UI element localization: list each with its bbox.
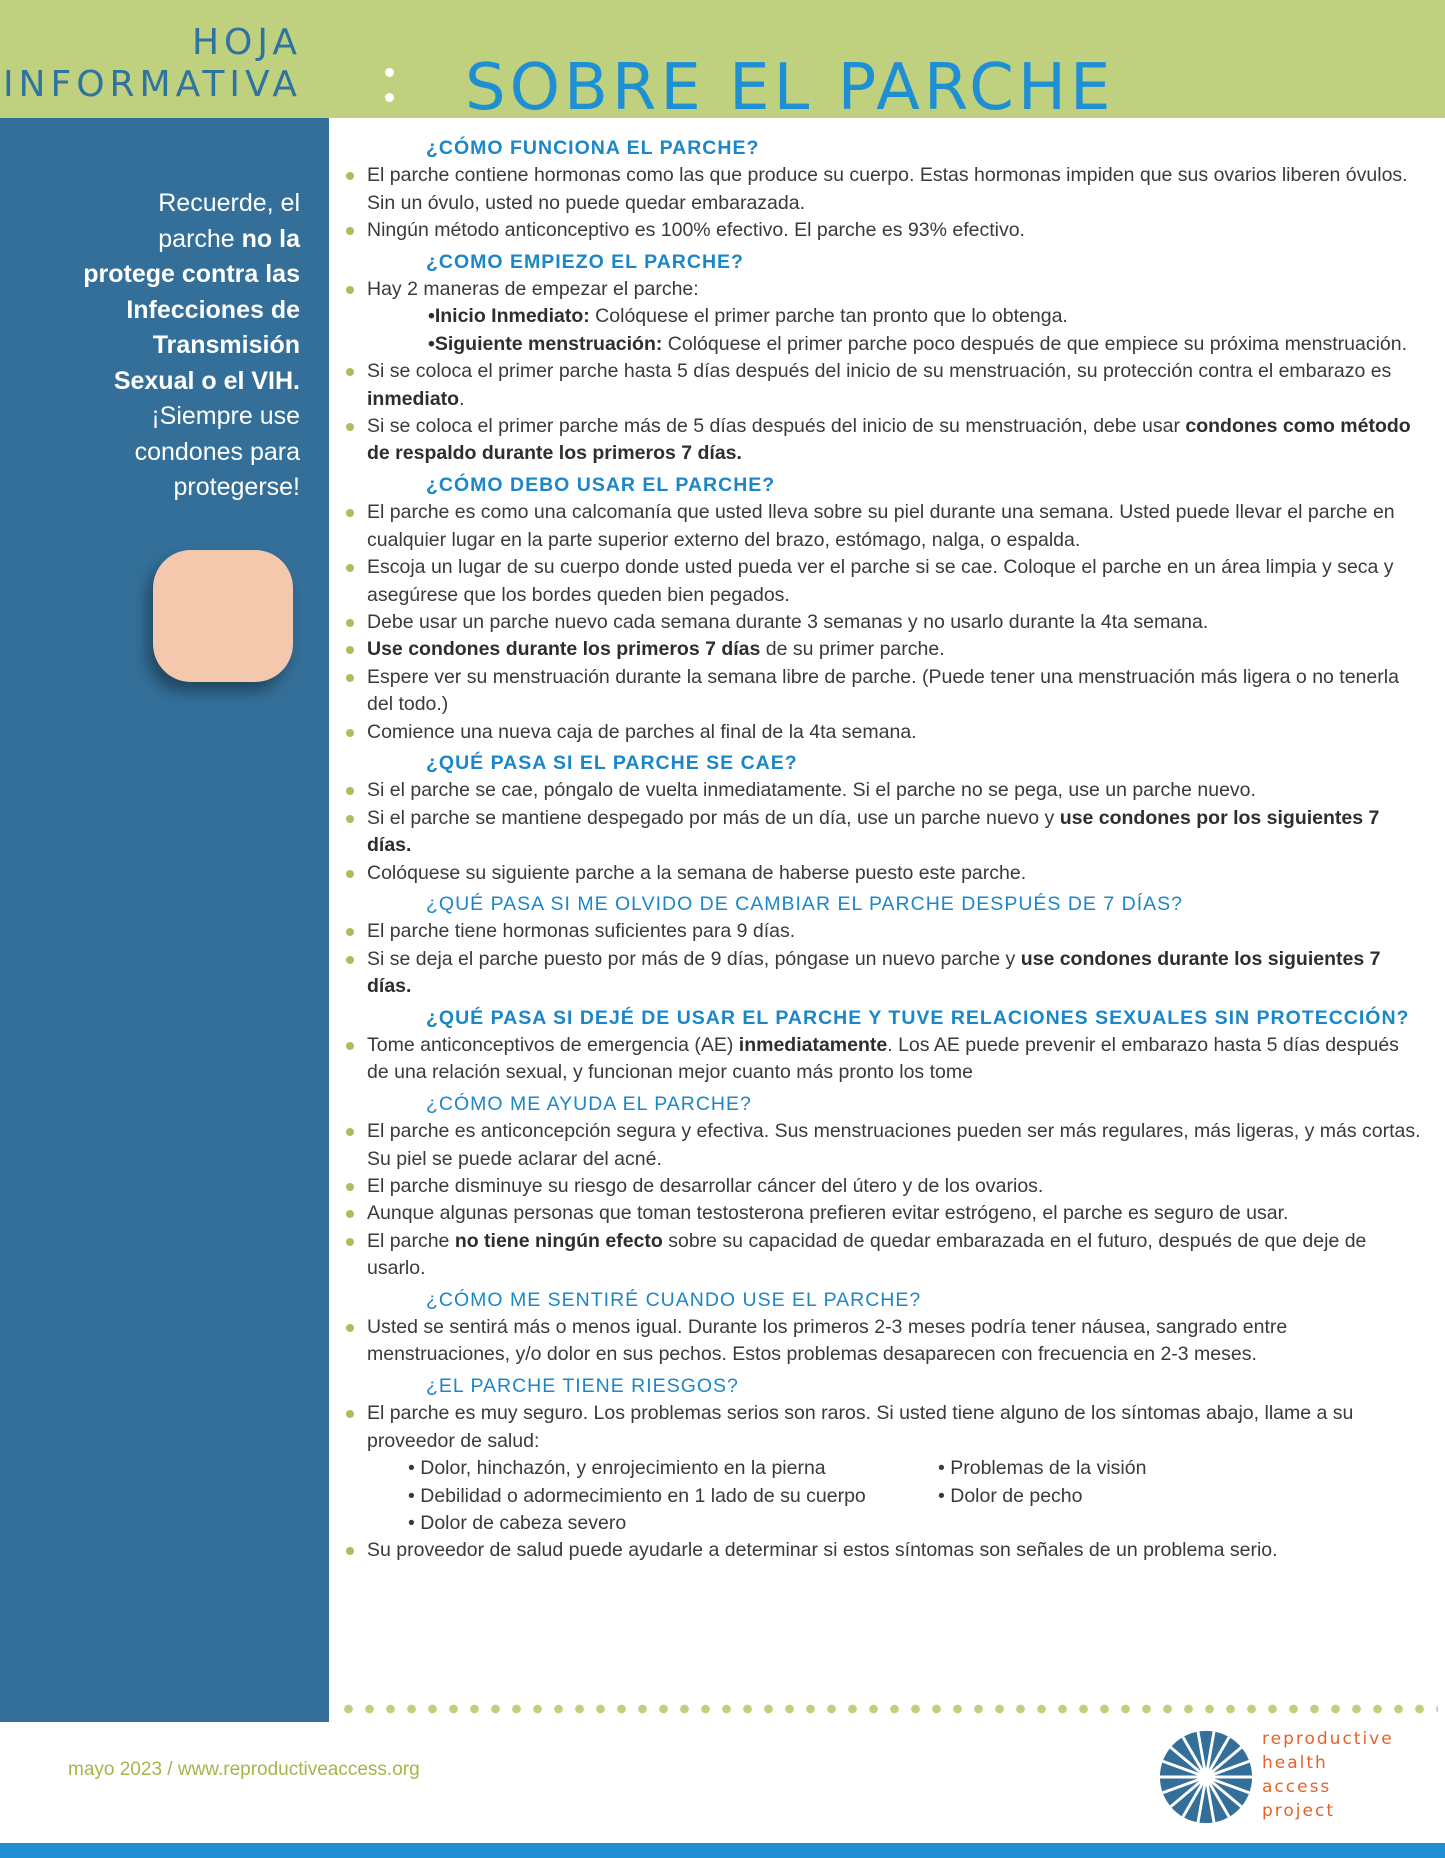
section-heading: ¿EL PARCHE TIENE RIESGOS? <box>426 1374 739 1397</box>
list-item: Tome anticonceptivos de emergencia (AE) inmediatamente. Los AE puede prevenir el embarazo hasta 5 días después de una relación sexual, y funcionan mejor cuanto más pronto los tome <box>343 1032 1423 1087</box>
section-heading: ¿QUÉ PASA SI ME OLVIDO DE CAMBIAR EL PARCHE DESPUÉS DE 7 DÍAS? <box>426 892 1183 915</box>
section-falls-off <box>343 750 1423 887</box>
symptom-item: • Dolor de pecho <box>938 1484 1083 1507</box>
symptom-item: • Dolor, hinchazón, y enrojecimiento en la pierna <box>408 1457 826 1480</box>
list-item: Si el parche se mantiene despegado por más de un día, use un parche nuevo y use condones por los siguientes 7 días. <box>343 805 1423 860</box>
logo-wordmark: reproductive health access project <box>1262 1729 1394 1821</box>
section-how-will-i-feel <box>343 1287 1423 1369</box>
sub-item: •Siguiente menstruación: Colóquese el primer parche poco después de que empiece su próxima menstruación. <box>428 332 1408 355</box>
section-forgot-change <box>343 891 1423 1001</box>
sidebar-reminder: Recuerde, el parche no la protege contra las Infecciones de Transmisión Sexual o el VIH. ¡Siempre use condones para protegerse! <box>83 189 300 501</box>
list-item: Debe usar un parche nuevo cada semana durante 3 semanas y no usarlo durante la 4ta semana. <box>343 609 1423 636</box>
section-heading: ¿CÓMO ME SENTIRÉ CUANDO USE EL PARCHE? <box>426 1288 922 1311</box>
rhap-logo-icon <box>1158 1729 1254 1825</box>
list-item: Colóquese su siguiente parche a la semana de haberse puesto este parche. <box>343 860 1423 887</box>
list-item: Si el parche se cae, póngalo de vuelta inmediatamente. Si el parche no se pega, use un parche nuevo. <box>343 777 1423 804</box>
list-item: Comience una nueva caja de parches al final de la 4ta semana. <box>343 719 1423 746</box>
list-item: El parche no tiene ningún efecto sobre su capacidad de quedar embarazada en el futuro, después de que deje de usarlo. <box>343 1228 1423 1283</box>
main-content <box>343 135 1423 1569</box>
symptom-item: • Debilidad o adormecimiento en 1 lado de su cuerpo <box>408 1484 866 1507</box>
list-item: El parche tiene hormonas suficientes para 9 días. <box>343 918 1423 945</box>
section-how-to-start <box>343 249 1423 468</box>
list-item: Hay 2 maneras de empezar el parche: <box>343 276 1423 303</box>
list-item: El parche es como una calcomanía que usted lleva sobre su piel durante una semana. Usted puede llevar el parche en cualquier lugar en la parte superior externo del brazo, estómago, nalga, o espalda. <box>343 499 1423 554</box>
list-item: El parche contiene hormonas como las que produce su cuerpo. Estas hormonas impiden que sus ovarios liberen óvulos. Sin un óvulo, usted no puede quedar embarazada. <box>343 162 1423 217</box>
section-heading: ¿CÓMO ME AYUDA EL PARCHE? <box>426 1092 752 1115</box>
symptom-column <box>408 1455 938 1537</box>
list-item: Ningún método anticonceptivo es 100% efectivo. El parche es 93% efectivo. <box>343 217 1423 244</box>
section-heading: ¿QUÉ PASA SI DEJÉ DE USAR EL PARCHE Y TUVE RELACIONES SEXUALES SIN PROTECCIÓN? <box>426 1006 1410 1029</box>
bottom-bar <box>0 1843 1445 1858</box>
list-item: Si se deja el parche puesto por más de 9 días, póngase un nuevo parche y use condones durante los siguientes 7 días. <box>343 946 1423 1001</box>
list-item: Escoja un lugar de su cuerpo donde usted pueda ver el parche si se cae. Coloque el parche en un área limpia y seca y asegúrese que los bordes queden bien pegados. <box>343 554 1423 609</box>
section-stopped-unprotected <box>343 1005 1423 1087</box>
list-item: El parche es muy seguro. Los problemas serios son raros. Si usted tiene alguno de los síntomas abajo, llame a su proveedor de salud: <box>343 1400 1423 1455</box>
list-item: Si se coloca el primer parche más de 5 días después del inicio de su menstruación, debe usar condones como método de respaldo durante los primeros 7 días. <box>343 413 1423 468</box>
section-how-it-works <box>343 135 1423 245</box>
section-heading: ¿COMO EMPIEZO EL PARCHE? <box>426 250 744 273</box>
dotted-divider <box>338 1704 1438 1714</box>
section-heading: ¿CÓMO DEBO USAR EL PARCHE? <box>426 473 776 496</box>
list-item: Espere ver su menstruación durante la semana libre de parche. (Puede tener una menstruación más ligera o no tenerla del todo.) <box>343 664 1423 719</box>
symptom-item: • Dolor de cabeza severo <box>408 1511 627 1534</box>
list-item: El parche disminuye su riesgo de desarrollar cáncer del útero y de los ovarios. <box>343 1173 1423 1200</box>
symptom-item: • Problemas de la visión <box>938 1457 1147 1480</box>
section-heading: ¿CÓMO FUNCIONA EL PARCHE? <box>426 137 760 159</box>
list-item: Si se coloca el primer parche hasta 5 días después del inicio de su menstruación, su protección contra el embarazo es inmediato. <box>343 358 1423 413</box>
header-colon-decoration <box>385 68 397 118</box>
symptom-columns <box>343 1455 1423 1537</box>
section-risks <box>343 1373 1423 1565</box>
patch-illustration <box>153 550 293 682</box>
doc-type-label: HOJA INFORMATIVA <box>2 22 302 105</box>
sub-item: •Inicio Inmediato: Colóquese el primer parche tan pronto que lo obtenga. <box>428 305 1068 328</box>
list-item: Su proveedor de salud puede ayudarle a determinar si estos síntomas son señales de un problema serio. <box>343 1537 1423 1564</box>
list-item: Usted se sentirá más o menos igual. Durante los primeros 2-3 meses podría tener náusea, sangrado entre menstruaciones, y/o dolor en sus pechos. Estos problemas desaparecen con frecuencia en 2-3 meses. <box>343 1314 1423 1369</box>
section-heading: ¿QUÉ PASA SI EL PARCHE SE CAE? <box>426 751 798 774</box>
section-benefits <box>343 1091 1423 1283</box>
list-item: Use condones durante los primeros 7 días de su primer parche. <box>343 636 1423 663</box>
footer-date-url: mayo 2023 / www.reproductiveaccess.org <box>68 1759 420 1780</box>
list-item: El parche es anticoncepción segura y efectiva. Sus menstruaciones pueden ser más regulares, más ligeras, y más cortas. Su piel se puede aclarar del acné. <box>343 1118 1423 1173</box>
list-item: Aunque algunas personas que toman testosterona prefieren evitar estrógeno, el parche es seguro de usar. <box>343 1200 1423 1227</box>
symptom-column <box>938 1455 1146 1537</box>
section-how-to-use <box>343 472 1423 746</box>
page-title: SOBRE EL PARCHE <box>465 51 1115 125</box>
